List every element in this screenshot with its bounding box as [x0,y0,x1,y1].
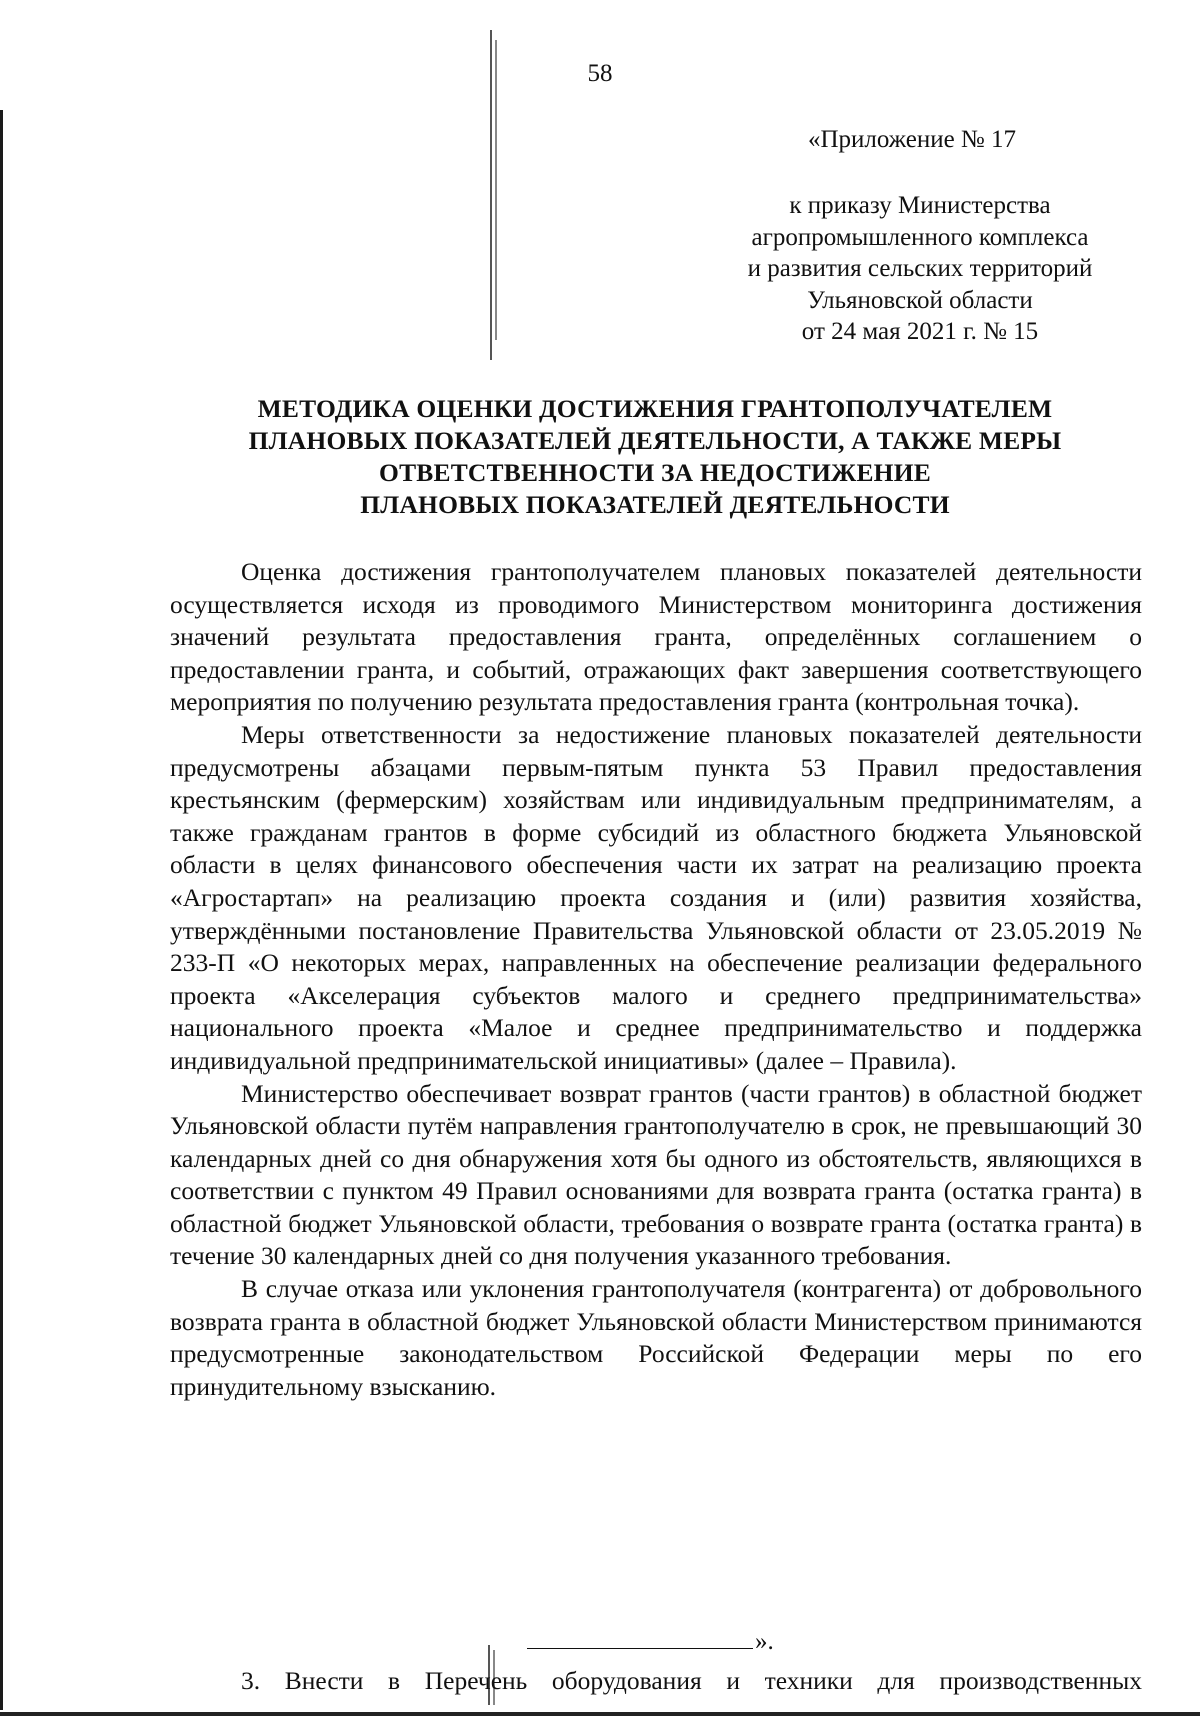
paragraph-assessment: Оценка достижения грантополучателем плановых показателей деятельности осуществляется исходя из проводимого Министерством мониторинга достижения значений результата предоставления гранта, определённых соглашением о предоставлении гранта, и событий, отражающих факт завершения соответствующего мероприятия по получению результата предоставления гранта (контрольная точка). [170,557,1142,717]
order-ref-line: и развития сельских территорий [747,255,1093,282]
closing-quote: ». [755,1628,774,1655]
document-title [170,393,1140,521]
order-ref-line: Ульяновской области [807,286,1033,314]
order-ref-line: агропромышленного комплекса [751,223,1089,251]
paragraph-return: Министерство обеспечивает возврат грантов (части грантов) в областной бюджет Ульяновской области путём направления грантополучателю в срок, не превышающий 30 календарных дней со дня обнаружения хотя бы одного из обстоятельств, являющихся в соответствии с пунктом 49 Правил основаниями для возврата гранта (остатка гранта) в областной бюджет Ульяновской области, требования о возврате гранта (остатка гранта) в течение 30 календарных дней со дня получения указанного требования. [170,1078,1142,1271]
paragraph-enforcement: В случае отказа или уклонения грантополучателя (контрагента) от добровольного возврата гранта в областной бюджет Ульяновской области Министерством принимаются предусмотренные законодательством Российской Федерации меры по его принудительному взысканию. [170,1274,1142,1401]
title-line: МЕТОДИКА ОЦЕНКИ ДОСТИЖЕНИЯ ГРАНТОПОЛУЧАТЕЛЕМ [257,394,1053,423]
closing-rule [527,1648,753,1649]
closing-mark [527,1628,774,1656]
title-line: ПЛАНОВЫХ ПОКАЗАТЕЛЕЙ ДЕЯТЕЛЬНОСТИ, А ТАКЖЕ МЕРЫ [248,426,1062,455]
title-line: ОТВЕТСТВЕННОСТИ ЗА НЕДОСТИЖЕНИЕ [379,458,931,487]
appendix-label: «Приложение № 17 [808,126,1017,153]
order-reference [690,190,1150,348]
scan-edge [0,110,3,1710]
order-ref-line: от 24 мая 2021 г. № 15 [801,318,1039,345]
order-ref-line: к приказу Министерства [789,192,1051,219]
title-line: ПЛАНОВЫХ ПОКАЗАТЕЛЕЙ ДЕЯТЕЛЬНОСТИ [360,490,950,519]
page-number: 58 [587,60,613,87]
document-body [170,556,1142,1403]
scan-bottom-edge [0,1712,1200,1716]
item-three: 3. Внести в Перечень оборудования и техники для производственных [241,1666,1142,1695]
paragraph-responsibility: Меры ответственности за недостижение плановых показателей деятельности предусмотрены абзацами первым-пятым пункта 53 Правил предоставления крестьянским (фермерским) хозяйствам или индивидуальным предпринимателям, а также гражданам грантов в форме субсидий из областного бюджета Ульяновской области в целях финансового обеспечения части их затрат на реализацию проекта «Агростартап» на реализацию проекта создания и (или) развития хозяйства, утверждёнными постановление Правительства Ульяновской области от 23.05.2019 № 233-П «О некоторых мерах, направленных на обеспечение реализации федерального проекта «Акселерация субъектов малого и среднего предпринимательства» национального проекта «Малое и среднее предпринимательство и поддержка индивидуальной предпринимательской инициативы» (далее – Правила). [170,719,1142,1075]
